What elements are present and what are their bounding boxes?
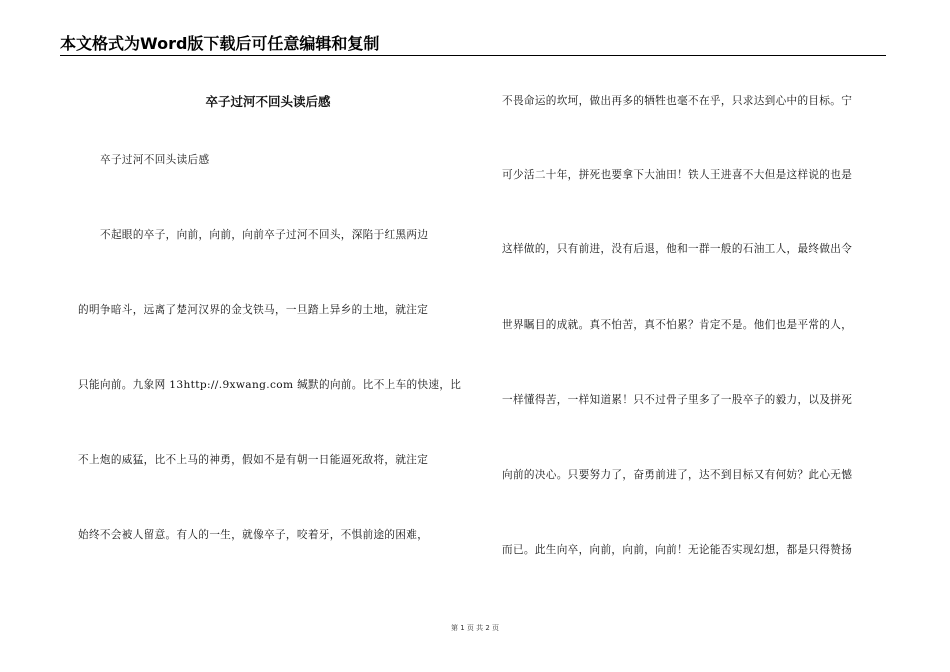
paragraph-line: 的明争暗斗，远离了楚河汉界的金戈铁马，一旦踏上异乡的土地，就注定 — [78, 304, 429, 316]
paragraph-line: 只能向前。九象网 13http://.9xwang.com 缄默的向前。比不上车的快速，比 — [78, 379, 462, 391]
paragraph-line: 不起眼的卒子，向前，向前，向前卒子过河不回头，深陷于红黑两边 — [100, 229, 429, 241]
paragraph-line: 不上炮的威猛，比不上马的神勇，假如不是有朝一日能逼死敌将，就注定 — [78, 454, 429, 466]
paragraph-line: 不畏命运的坎坷，做出再多的牺牲也毫不在乎，只求达到心中的目标。宁 — [502, 95, 853, 107]
paragraph-line: 向前的决心。只要努力了，奋勇前进了，达不到目标又有何妨？此心无憾 — [502, 469, 853, 481]
paragraph-line: 这样做的，只有前进，没有后退，他和一群一般的石油工人，最终做出令 — [502, 243, 853, 255]
paragraph-line: 卒子过河不回头读后感 — [100, 154, 210, 166]
paragraph-line: 而已。此生向卒，向前，向前，向前！无论能否实现幻想，都是只得赞扬 — [502, 544, 853, 556]
paragraph-line: 一样懂得苦，一样知道累！只不过骨子里多了一股卒子的毅力，以及拼死 — [502, 394, 853, 406]
page-number: 第 1 页 共 2 页 — [450, 624, 500, 632]
paragraph-line: 世界瞩目的成就。真不怕苦，真不怕累？肯定不是。他们也是平常的人， — [502, 319, 853, 331]
header-rule — [60, 55, 886, 56]
paragraph-line: 可少活二十年，拼死也要拿下大油田！铁人王进喜不大但是这样说的也是 — [502, 169, 853, 181]
download-banner: 本文格式为Word版下载后可任意编辑和复制 — [60, 34, 380, 53]
document-title: 卒子过河不回头读后感 — [205, 94, 331, 109]
paragraph-line: 始终不会被人留意。有人的一生，就像卒子，咬着牙，不惧前途的困难， — [78, 529, 429, 541]
